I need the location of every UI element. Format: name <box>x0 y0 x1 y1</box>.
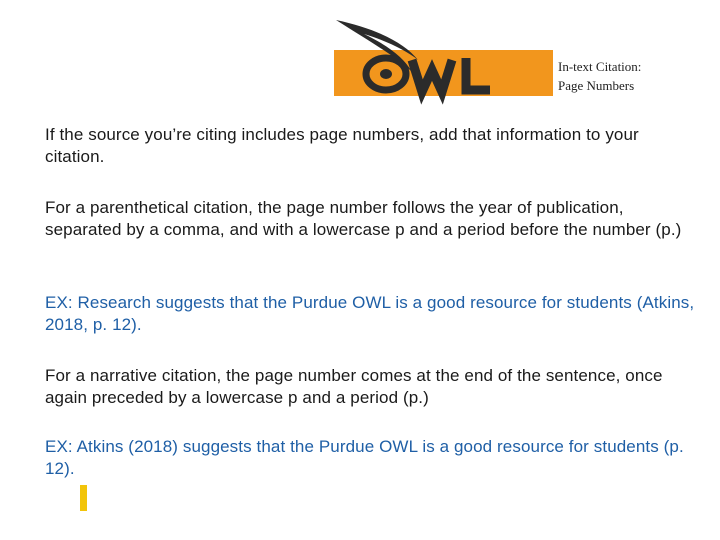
intro-paragraph: If the source you’re citing includes page numbers, add that information to your citation. <box>45 125 639 166</box>
owl-logo <box>334 14 554 114</box>
parenthetical-rule-paragraph: For a parenthetical citation, the page number follows the year of publication, separated by a comma, and with a lowercase p and a period before the number (p.) <box>45 198 682 239</box>
accent-bar <box>80 485 87 511</box>
page-title-line-1: In-text Citation: <box>558 59 642 74</box>
page-title-line-2: Page Numbers <box>558 78 635 93</box>
page-title <box>558 57 708 95</box>
narrative-example: EX: Atkins (2018) suggests that the Purdue OWL is a good resource for students (p. 12). <box>45 437 684 478</box>
narrative-rule-paragraph: For a narrative citation, the page number comes at the end of the sentence, once again preceded by a lowercase p and a period (p.) <box>45 366 663 407</box>
parenthetical-example: EX: Research suggests that the Purdue OWL is a good resource for students (Atkins, 2018, p. 12). <box>45 293 695 334</box>
